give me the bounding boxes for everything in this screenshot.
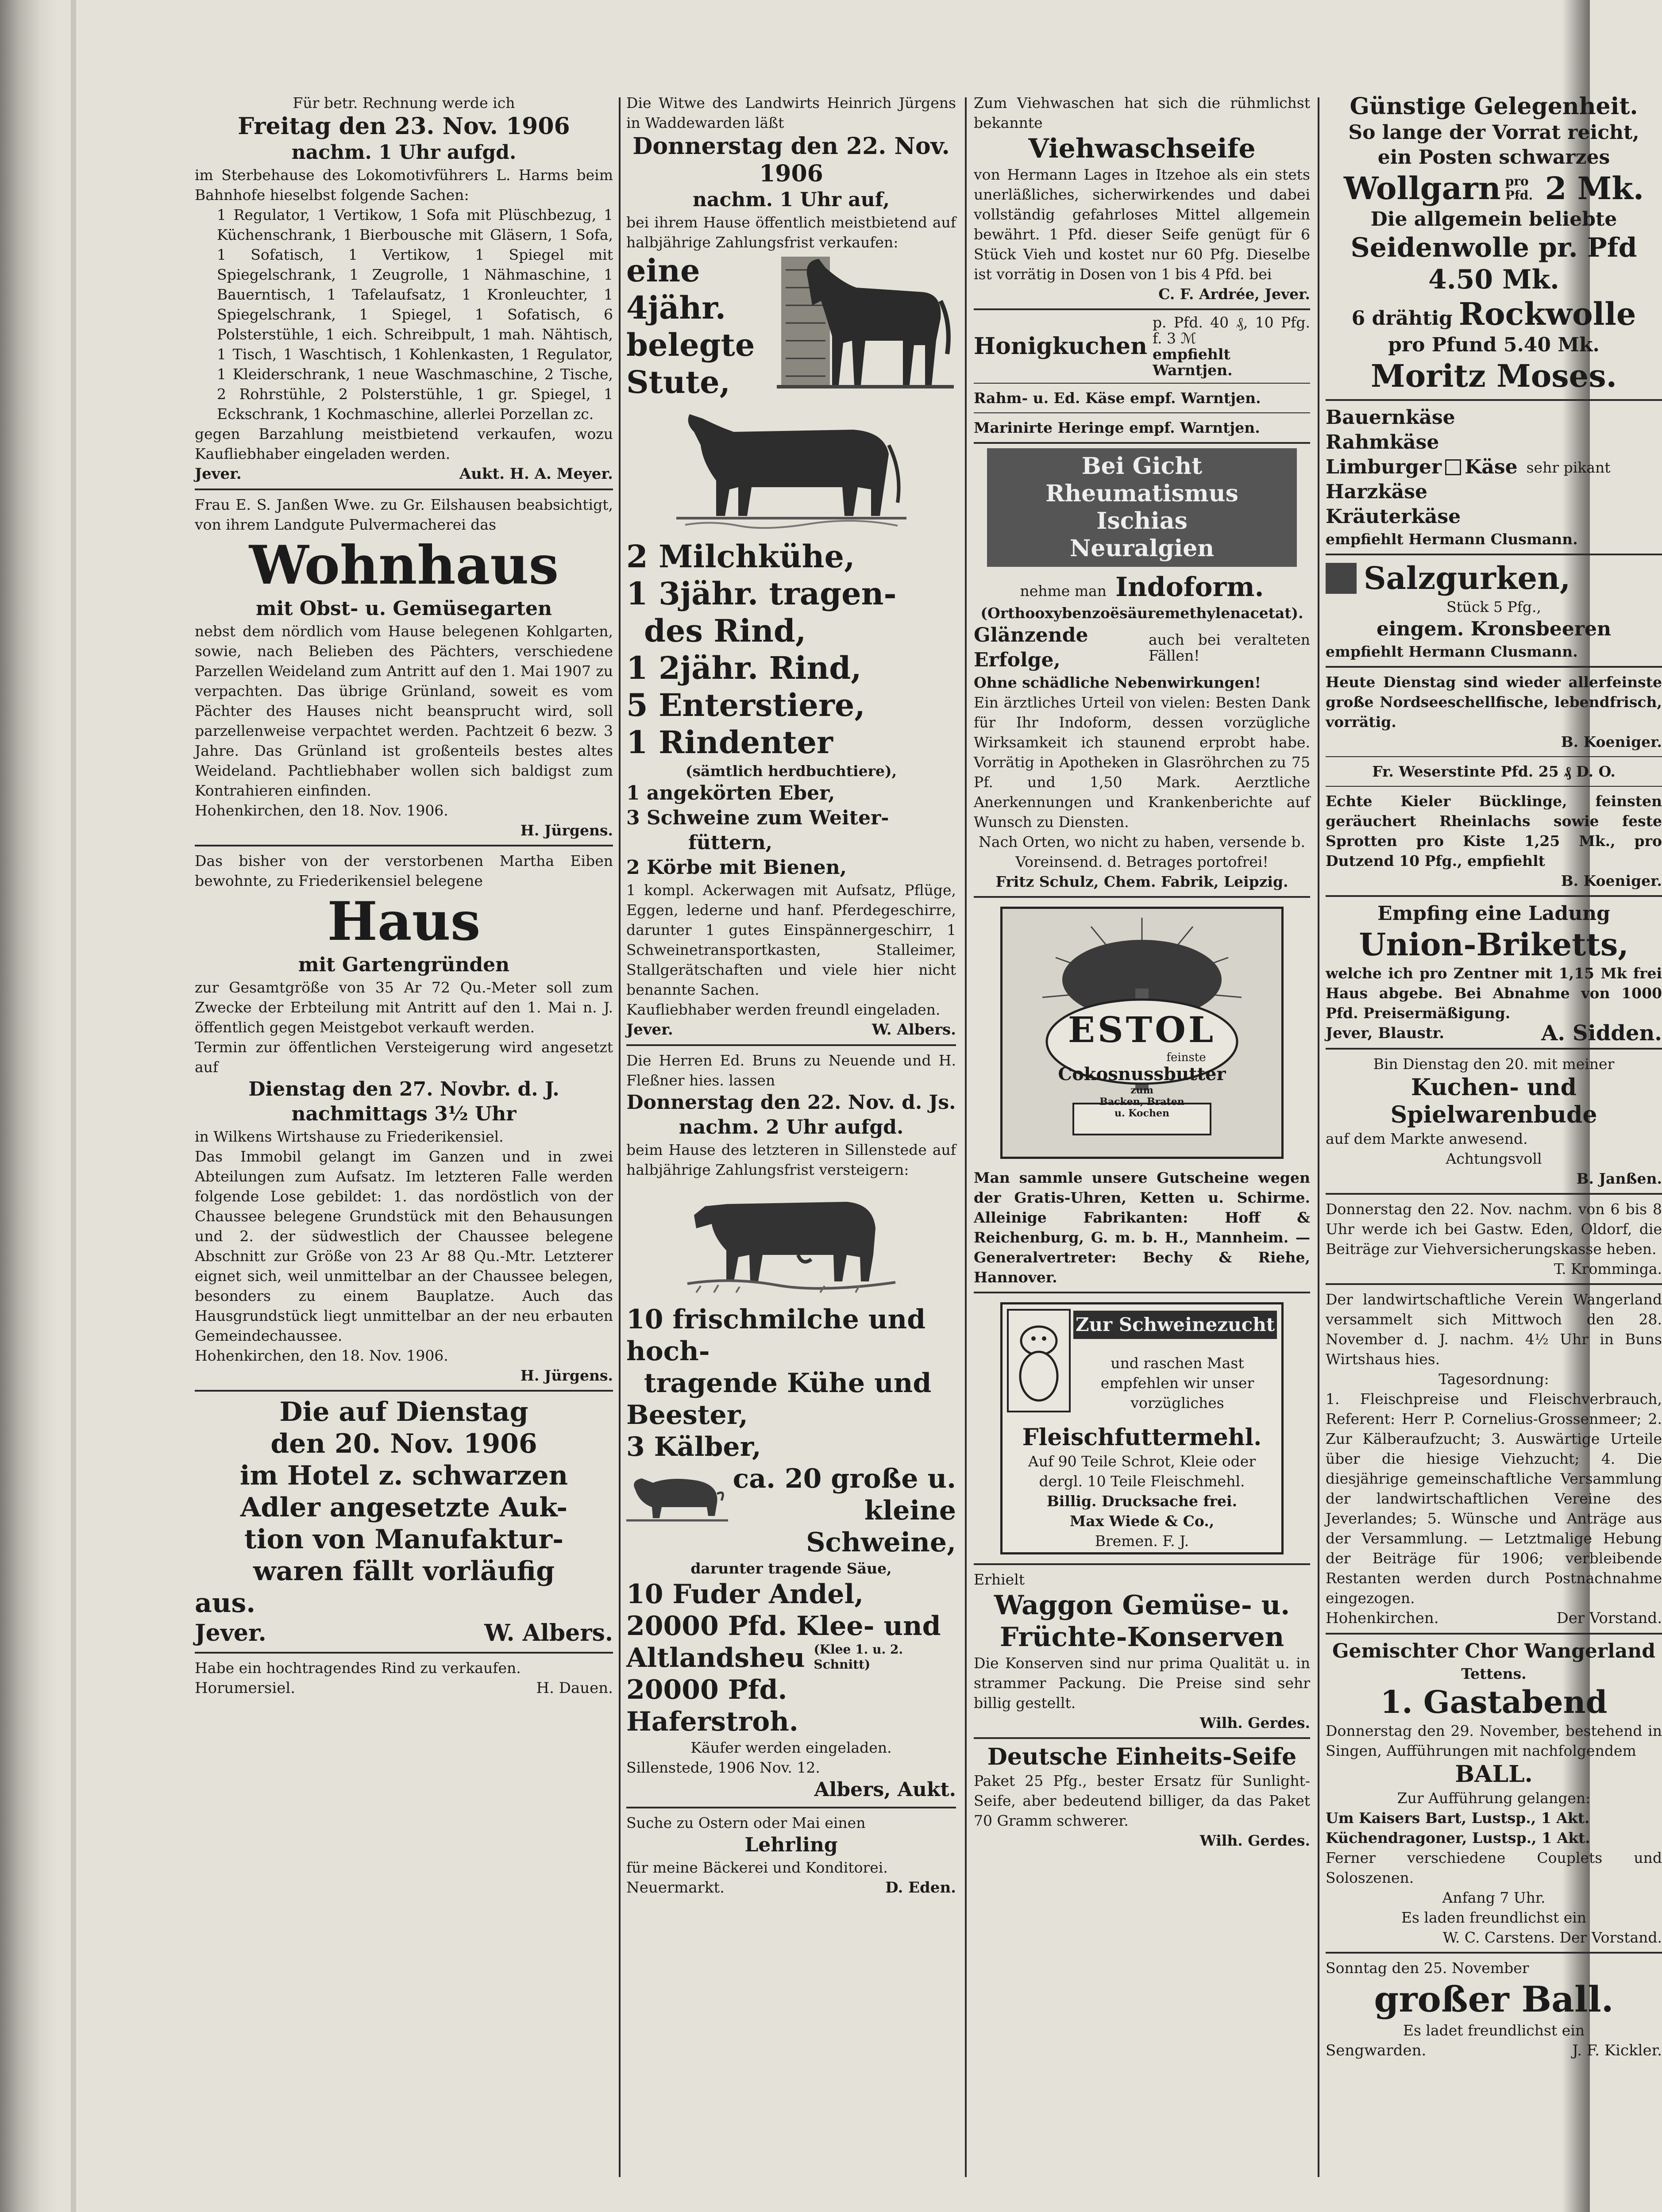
ad-event: 1. Gastabend	[1380, 1684, 1608, 1720]
ad-clusmann-kaese	[1326, 405, 1662, 549]
ad-signature: empfiehlt Hermann Clusmann.	[1326, 531, 1578, 548]
ad-ball: BALL.	[1455, 1761, 1533, 1788]
ad-line: im Hotel z. schwarzen	[239, 1460, 568, 1491]
rock-price: pro Pfund 5.40 Mk.	[1388, 334, 1600, 356]
ad-success-note: auch bei veralteten Fällen!	[1149, 631, 1310, 664]
ad-dateline: Sillenstede, 1906 Nov. 12.	[626, 1759, 820, 1776]
ad-place: im Sterbehause des Lokomotivführers L. Harms beim Bahnhofe hieselbst folgende Sachen:	[195, 166, 613, 204]
ad-success: Glänzende Erfolge,	[974, 624, 1088, 671]
ad-headline: Honigkuchen	[974, 333, 1147, 360]
estol-use: Backen, Braten	[1099, 1096, 1184, 1108]
kaese-pikant: sehr pikant	[1526, 458, 1611, 476]
ad-chem: (Orthooxybenzoësäuremethylenacetat).	[980, 604, 1303, 622]
agenda-title: Tagesordnung:	[1438, 1370, 1549, 1388]
divider	[974, 442, 1310, 444]
sig-name: J. F. Kickler.	[1572, 2042, 1662, 2059]
ad-line: waren fällt vorläufig	[253, 1556, 555, 1587]
ad-signature: Wilh. Gerdes.	[1199, 1714, 1310, 1731]
pig-line: 3 Schweine zum Weiter-	[626, 807, 889, 829]
ad-intro: Erhielt	[974, 1571, 1025, 1588]
ad-honigkuchen	[974, 315, 1310, 378]
cattle-line: Beester,	[626, 1400, 748, 1431]
ad-items: 1 Regulator, 1 Vertikow, 1 Sofa mit Plüschbezug, 1 Küchenschrank, 1 Bierbousche mit Gläsern, 1 Sofa, 1 Sofatisch, 1 Vertikow, 1 Spiegel mit Spiegelschrank, 1 Zeugrolle, 1 Nähmaschine, 1 Bauerntisch, 1 Tafelaufsatz, 1 Kronleuchter, 1 Spiegelschrank, 1 Spiegel, 1 Sofatisch, 6 Polsterstühle, 1 eich. Schreibpult, 1 mah. Nähtisch, 1 Tisch, 1 Waschtisch, 1 Kohlenkasten, 1 Regulator, 1 Kleiderschrank, 1 neue Waschmaschine, 2 Tische, 2 Rohrstühle, 2 Polsterstühle, 1 gr. Spiegel, 1 Eckschrank, 1 Kochmaschine, allerlei Porzellan zc.	[217, 206, 613, 423]
ad-signature	[1326, 1021, 1662, 1046]
sig-place: Sengwarden.	[1326, 2042, 1427, 2059]
divider	[1326, 666, 1662, 668]
prog-item: Küchendragoner, Lustsp., 1 Akt.	[1326, 1829, 1590, 1847]
ad-weserstinte: Fr. Weserstinte Pfd. 25 ₰ D. O.	[1372, 763, 1616, 780]
ad-signature	[1326, 2040, 1662, 2061]
success-row	[974, 623, 1310, 673]
ox-illustration	[676, 405, 906, 534]
pig-text	[728, 1463, 956, 1558]
ad-signature: Wilh. Gerdes.	[1199, 1832, 1310, 1849]
ad-chor	[1326, 1639, 1662, 1947]
ad-rind	[195, 1658, 613, 1698]
fodder-line: 20000 Pfd. Klee- und	[626, 1611, 941, 1642]
column-1	[195, 93, 613, 2186]
cattle-line: tragende Kühe und	[644, 1368, 932, 1399]
ad-body: von Hermann Lages in Itzehoe als ein stets unerläßliches, sicherwirkendes und dabei vollständig gefahrloses Mittel allgemein bewährt. 1 Pfd. dieser Seife genügt für 6 Stück Vieh und kostet nur 60 Pfg. Dieselbe ist vorrätig in Dosen von 1 bis 4 Pfd. bei	[974, 166, 1310, 283]
ad-date: Donnerstag den 22. Nov. d. Js.	[626, 1091, 956, 1114]
ad-signature: Fritz Schulz, Chem. Fabrik, Leipzig.	[995, 873, 1288, 890]
divider	[1326, 786, 1662, 787]
sig-name: W. Albers.	[871, 1021, 956, 1039]
wool-unit: pro Pfd.	[1505, 174, 1533, 203]
ad-line: tion von Manufaktur-	[244, 1524, 564, 1555]
cattle-line: 1 3jähr. tragen-	[626, 575, 897, 612]
ad-signature: C. F. Ardrée, Jever.	[1158, 285, 1310, 303]
sig-name: Der Vorstand.	[1556, 1609, 1662, 1627]
column-4	[1326, 93, 1662, 2186]
indoform-line: Neuralgien	[1069, 535, 1215, 562]
ad-intro: Sonntag den 25. November	[1326, 1959, 1529, 1977]
divider	[1326, 1283, 1662, 1285]
newspaper-page	[100, 71, 1662, 2186]
pig-line: ca. 20 große u.	[733, 1463, 956, 1494]
ad-city: Bremen. F. J.	[1095, 1532, 1189, 1550]
indoform-line: Ischias	[1096, 508, 1188, 535]
estol-brand: ESTOL	[1068, 1009, 1216, 1050]
divider	[974, 1292, 1310, 1293]
ad-headline: großer Ball.	[1374, 1978, 1614, 2020]
book-spine	[0, 0, 58, 2212]
rock-pre: 6 drähtig	[1351, 307, 1453, 330]
ad-signature: Albers, Aukt.	[814, 1778, 956, 1801]
ad-signature: empfiehlt Hermann Clusmann.	[1326, 643, 1578, 660]
fodder-line: 10 Fuder Andel,	[626, 1579, 864, 1610]
ad-headline: Günstige Gelegenheit.	[1350, 93, 1638, 120]
ad-body: Habe ein hochtragendes Rind zu verkaufen.	[195, 1659, 521, 1677]
sig-place: Neuermarkt.	[626, 1879, 725, 1897]
ad-start: Anfang 7 Uhr.	[1442, 1889, 1546, 1906]
pig-figure-icon	[1008, 1310, 1070, 1412]
pig-line: füttern,	[688, 831, 773, 854]
ad-indoform	[974, 448, 1310, 892]
sig-name: A. Sidden.	[1541, 1021, 1662, 1046]
schweinezucht-box	[1000, 1302, 1284, 1554]
mare-line: 4jähr.	[626, 289, 726, 326]
page-edge	[71, 0, 76, 2212]
ad-moses	[1326, 93, 1662, 395]
klee-note: (Klee 1. u. 2. Schnitt)	[814, 1642, 903, 1672]
ad-estol	[974, 907, 1310, 1287]
ad-signature: H. Jürgens.	[520, 1367, 613, 1384]
column-2	[626, 93, 956, 2186]
ad-salzgurken	[1326, 560, 1662, 662]
prog-title: Zur Aufführung gelangen:	[1397, 1789, 1591, 1807]
ad-verein-wangerland	[1326, 1289, 1662, 1628]
ad-kaese: Rahm- u. Ed. Käse empf. Warntjen.	[974, 389, 1261, 407]
divider	[1326, 1952, 1662, 1954]
divider	[195, 1652, 613, 1654]
sig-name: D. Eden.	[885, 1879, 956, 1897]
pig-line: 2 Körbe mit Bienen,	[626, 856, 847, 879]
ad-intro: Das bisher von der verstorbenen Martha Eiben bewohnte, zu Friederikensiel belegene	[195, 852, 613, 889]
ad-signature	[195, 1619, 613, 1647]
ad-heringe: Marinirte Heringe empf. Warntjen.	[974, 419, 1260, 436]
ad-price: p. Pfd. 40 ₰, 10 Pfg. f. 3 ℳ	[1152, 314, 1310, 347]
ad-haus	[195, 851, 613, 1385]
ad-wohnhaus	[195, 495, 613, 840]
kaese-item: Kräuterkäse	[1326, 505, 1461, 528]
kaese-item: Rahmkäse	[1326, 431, 1439, 454]
sig-place: Horumersiel.	[195, 1679, 296, 1697]
kaese-item: Bauernkäse	[1326, 406, 1455, 429]
kaese-row	[1326, 405, 1662, 529]
divider	[1326, 1193, 1662, 1195]
ad-body: beim Hause des letzteren in Sillenstede auf halbjährige Zahlungsfrist versteigern:	[626, 1141, 956, 1178]
ad-viehversicherung	[1326, 1199, 1662, 1279]
ad-line: ein Posten schwarzes	[1377, 146, 1610, 169]
ad-body: Die Konserven sind nur prima Qualität u. in strammer Packung. Die Preise sind sehr billig gestellt.	[974, 1654, 1310, 1712]
divider	[1326, 554, 1662, 555]
ad-line: Die allgemein beliebte	[1370, 208, 1617, 231]
box-mark-icon	[1445, 459, 1461, 475]
pig-line: kleine Schweine,	[806, 1495, 956, 1558]
banner-text: Zur Schweinezucht	[1075, 1314, 1275, 1335]
cattle-line: 1 2jähr. Rind,	[626, 650, 862, 686]
rock-name: Rockwolle	[1458, 296, 1636, 332]
wool-price: 2 Mk.	[1545, 170, 1644, 207]
ad-body2: Nach Orten, wo nicht zu haben, versende b. Voreinsend. d. Betrages portofrei!	[979, 833, 1305, 870]
ad-body: bei ihrem Hause öffentlich meistbietend auf halbjährige Zahlungsfrist verkaufen:	[626, 214, 956, 251]
divider	[974, 896, 1310, 898]
ad-body: Der landwirtschaftliche Verein Wangerland versammelt sich Mittwoch den 28. November d. J. nachm. 4½ Uhr in Buns Wirtshaus hies.	[1326, 1291, 1662, 1368]
ad-auction-juergens	[626, 93, 956, 1040]
ad-body: Suche zu Ostern oder Mai einen	[626, 1814, 866, 1831]
divider	[195, 489, 613, 490]
ad-place: Tettens.	[1461, 1665, 1527, 1682]
ad-signature: Moritz Moses.	[1370, 358, 1617, 394]
schweinezucht-body	[1078, 1353, 1277, 1413]
column-rule	[619, 97, 621, 2177]
ad-body: Donnerstag den 22. Nov. nachm. von 6 bis 8 Uhr werde ich bei Gastw. Eden, Oldorf, die Beiträge zur Viehversicherungskasse heben.	[1326, 1200, 1662, 1258]
agenda: 1. Fleischpreise und Fleischverbrauch, Referent: Herr P. Cornelius-Grossenmeer; 2. Zur Kälberaufzucht; 3. Auswärtige Urteile über die hiesige Viehzucht; 4. Die diesjährige gemeinschaftliche Versammlung der landwirtschaftlichen Vereine des Jeverlandes; 5. Wünsche und Anträge aus der Versammlung. — Letztmalige Hebung der Beiträge für 1906; verbleibende Restanten werden durch Postnachnahme eingezogen.	[1326, 1390, 1662, 1607]
sig-name: H. Dauen.	[536, 1679, 613, 1697]
divider	[974, 1563, 1310, 1565]
prog-item: Ferner verschiedene Couplets und Soloszenen.	[1326, 1849, 1662, 1886]
ad-headline: Lehrling	[744, 1834, 838, 1856]
ad-recipe: Auf 90 Teile Schrot, Kleie oder dergl. 10 Teile Fleischmehl.	[1028, 1453, 1256, 1490]
rock-row	[1326, 296, 1662, 333]
ad-headline: Wohnhaus	[249, 534, 559, 596]
ad-body: Echte Kieler Bücklinge, feinsten geräuchert Rheinlachs sowie feste Sprotten pro Kiste 1,25 Mk., pro Dutzend 10 Pfg., empfiehlt	[1326, 792, 1662, 869]
ad-time: nachm. 2 Uhr aufgd.	[679, 1116, 904, 1139]
ad-intro: Bin Dienstag den 20. mit meiner	[1373, 1055, 1615, 1073]
decorative-mark-icon	[1326, 563, 1357, 594]
kaese-list	[1326, 405, 1518, 529]
column-3	[974, 93, 1310, 2186]
honig-row	[974, 315, 1310, 378]
ad-time: nachm. 1 Uhr aufgd.	[291, 141, 517, 164]
indoform-brand-row	[974, 571, 1310, 603]
cattle-line: 2 Milchkühe,	[626, 538, 855, 575]
cattle-line: 10 frischmilche und hoch-	[626, 1304, 926, 1367]
ad-headline: Salzgurken,	[1364, 560, 1571, 596]
divider	[195, 845, 613, 846]
ad-brand: Indoform.	[1115, 572, 1264, 603]
ad-spielwarenbude	[1326, 1054, 1662, 1189]
ad-invite: Käufer werden eingeladen.	[690, 1739, 892, 1756]
wool-row	[1326, 170, 1662, 207]
kaese-item: Harzkäse	[1326, 481, 1428, 503]
estol-text	[1003, 1008, 1281, 1119]
ad-body: zur Gesamtgröße von 35 Ar 72 Qu.-Meter soll zum Zwecke der Erbteilung mit Antritt auf den 1. Mai n. J. öffentlich gegen Meistgebot verkauft werden.	[195, 979, 613, 1036]
estol-use: u. Kochen	[1114, 1108, 1169, 1119]
cattle-line: des Rind,	[644, 612, 806, 649]
ad-intro: Frau E. S. Janßen Wwe. zu Gr. Eilshausen beabsichtigt, von ihrem Landgute Pulvermacherei das	[195, 496, 613, 533]
indoform-box	[987, 448, 1297, 567]
schweinezucht-banner	[1073, 1311, 1277, 1339]
ad-body: Paket 25 Pfg., bester Ersatz für Sunlight-Seife, aber bedeutend billiger, da das Paket 70 Gramm schwerer.	[974, 1772, 1310, 1829]
ad-body: nebst dem nördlich vom Hause belegenen Kohlgarten, sowie, nach Belieben des Pächters, verschiedene Parzellen Weideland zum Antritt auf den 1. Mai 1907 zu verpachten. Das übrige Grünland, soweit es vom Pächter des Hauses nicht beansprucht wird, soll parzellenweise verpachtet werden. Pachtzeit 6 bezw. 3 Jahre. Das Grünland ist großenteils bestes altes Weideland. Pachtliebhaber wollen sich baldigst zum Kontrahieren einfinden.	[195, 623, 613, 799]
ad-line: Die auf Dienstag	[279, 1396, 528, 1427]
ad-time: nachm. 1 Uhr auf,	[692, 189, 890, 211]
divider	[974, 412, 1310, 413]
prog-item: Um Kaisers Bart, Lustsp., 1 Akt.	[1326, 1809, 1590, 1827]
sig-place: Jever.	[195, 465, 242, 483]
sig-place: Jever, Blaustr.	[1326, 1024, 1445, 1042]
indoform-line: Rheumatismus	[1045, 480, 1238, 507]
ad-intro: Für betr. Rechnung werde ich	[293, 94, 515, 112]
sig-place: Hohenkirchen.	[1326, 1609, 1439, 1627]
column-rule	[1318, 97, 1319, 2177]
salzgurken-row	[1326, 560, 1662, 597]
cow-illustration	[687, 1184, 895, 1299]
ad-sub: mit Obst- u. Gemüsegarten	[256, 597, 552, 620]
ad-signature: T. Kromminga.	[1554, 1260, 1662, 1277]
kaese-item: Limburger	[1326, 456, 1442, 478]
ad-signature: H. Jürgens.	[520, 822, 613, 839]
cattle-note: (sämtlich herdbuchtiere),	[685, 762, 897, 780]
ad-signature	[626, 1877, 956, 1898]
sig-place: Jever.	[626, 1021, 673, 1039]
ad-line: eingem. Kronsbeeren	[1376, 618, 1612, 640]
ad-invite: Es laden freundlichst ein	[1401, 1909, 1587, 1926]
ad-invite: Kaufliebhaber werden freundl eingeladen.	[626, 1001, 941, 1018]
ad-seller: empfiehlt Warntjen.	[1152, 346, 1233, 379]
ad-term: Termin zur öffentlichen Versteigerung wird angesetzt auf	[195, 1039, 613, 1076]
ad-greet: Achtungsvoll	[1446, 1150, 1542, 1167]
ad-date: Dienstag den 27. Novbr. d. J. nachmittags 3½ Uhr	[248, 1078, 559, 1125]
ad-intro: Die Herren Ed. Bruns zu Neuende und H. Fleßner hies. lassen	[626, 1052, 956, 1089]
ad-line: Adler angesetzte Auk-	[240, 1492, 568, 1523]
mare-line: eine	[626, 252, 700, 289]
ad-auction-bruns	[626, 1050, 956, 1802]
ad-intro: Empfing eine Ladung	[1377, 902, 1610, 925]
ad-headline: Haus	[327, 890, 481, 953]
column-rule	[965, 97, 967, 2177]
sig-name: W. Albers.	[484, 1620, 613, 1646]
ad-terms: gegen Barzahlung meistbietend verkaufen, wozu Kaufliebhaber eingeladen werden.	[195, 425, 613, 462]
ad-intro: Zum Viehwaschen hat sich die rühmlichst bekannte	[974, 94, 1310, 131]
ad-signature: B. Koeniger.	[1561, 733, 1662, 750]
pig-note: darunter tragende Säue,	[690, 1560, 892, 1577]
ad-headline: Gemischter Chor Wangerland	[1332, 1640, 1656, 1662]
ad-signature	[626, 1019, 956, 1040]
wool-name: Wollgarn	[1343, 170, 1501, 207]
estol-use: zum	[1130, 1085, 1153, 1096]
sig-place: Jever.	[195, 1620, 266, 1646]
divider	[974, 308, 1310, 310]
ad-signature	[195, 1678, 613, 1698]
divider	[626, 1044, 956, 1046]
indoform-line: Bei Gicht	[1081, 453, 1203, 480]
cattle-line: 3 Kälber,	[626, 1431, 761, 1462]
ad-place: in Wilkens Wirtshause zu Friederikensiel.	[195, 1128, 504, 1145]
estol-product: Cokosnussbutter	[1058, 1064, 1226, 1085]
ad-take: nehme man	[1020, 582, 1107, 600]
ad-line: aus.	[195, 1588, 256, 1619]
mare-line: Stute,	[626, 364, 731, 400]
estol-box	[1000, 907, 1284, 1159]
ad-body: Donnerstag den 29. November, bestehend in Singen, Aufführungen mit nachfolgendem	[1326, 1722, 1662, 1759]
fodder-line: Altlandsheu	[626, 1643, 805, 1673]
ad-body: Man sammle unsere Gutscheine wegen der Gratis-Uhren, Ketten u. Schirme. Alleinige Fabrikanten: Hoff & Reichenburg, G. m. b. H., Mannheim. — Generalvertreter: Bechy & Riehe, Hannover.	[974, 1169, 1310, 1286]
ad-signature: W. C. Carstens. Der Vorstand.	[1442, 1929, 1662, 1946]
divider	[1326, 895, 1662, 897]
fodder-row	[626, 1642, 956, 1674]
ad-product: Fleischfuttermehl.	[1022, 1424, 1262, 1451]
sig-name: Aukt. H. A. Meyer.	[459, 465, 613, 483]
ad-briketts	[1326, 901, 1662, 1046]
kaese-limburger-row	[1326, 455, 1518, 480]
mare-text	[626, 252, 777, 401]
ad-dateline: Hohenkirchen, den 18. Nov. 1906.	[195, 802, 448, 819]
ad-line: den 20. Nov. 1906	[270, 1428, 537, 1459]
ad-body: und raschen Mast empfehlen wir unser vorzügliches	[1100, 1354, 1254, 1412]
ad-headline: Waggon Gemüse- u.	[994, 1590, 1290, 1621]
ad-body: Heute Dienstag sind wieder allerfeinste große Nordseeschellfische, lebendfrisch, vorrätig.	[1326, 673, 1662, 731]
ad-schweinezucht	[974, 1302, 1310, 1554]
ad-sub: mit Gartengründen	[298, 954, 510, 976]
silk-line: Seidenwolle pr. Pfd 4.50 Mk.	[1350, 232, 1637, 295]
ad-invite: Es ladet freundlichst ein	[1403, 2022, 1585, 2039]
mare-line: belegte	[626, 327, 755, 363]
pig-block	[626, 1463, 956, 1558]
ad-date: Freitag den 23. Nov. 1906	[238, 113, 570, 140]
divider	[1326, 1633, 1662, 1635]
divider	[626, 1807, 956, 1808]
ad-intro: Die Witwe des Landwirts Heinrich Jürgens in Waddewarden läßt	[626, 94, 956, 131]
ad-body2: für meine Bäckerei und Konditorei.	[626, 1859, 888, 1876]
fodder-line: 20000 Pfd. Haferstroh.	[626, 1674, 798, 1737]
ad-viehwaschseife	[974, 93, 1310, 304]
divider	[195, 1390, 613, 1392]
ad-signature	[195, 464, 613, 484]
ad-lehrling	[626, 1813, 956, 1898]
pig-illustration	[626, 1463, 728, 1529]
ad-einheitsseife	[974, 1743, 1310, 1850]
ad-cheap: Billig. Drucksache frei.	[1046, 1493, 1238, 1510]
ad-cancelled-auction	[195, 1396, 613, 1647]
ad-date: Donnerstag den 22. Nov. 1906	[632, 133, 950, 187]
ad-body: auf dem Markte anwesend.	[1326, 1130, 1528, 1147]
ad-body: Ein ärztliches Urteil von vielen: Besten Dank für Ihr Indoform, dessen vorzügliche Wirksamkeit ich staunend erprobt habe. Vorrätig in Apotheken in Glasröhrchen zu 75 Pf. und 1,50 Mark. Aerztliche Anerkennungen und Krankenberichte auf Wunsch zu Diensten.	[974, 694, 1310, 831]
ad-headline: Viehwaschseife	[1028, 133, 1256, 164]
ad-headline: Deutsche Einheits-Seife	[987, 1743, 1297, 1770]
cattle-line: 1 Rindenter	[626, 724, 833, 761]
divider	[974, 1737, 1310, 1739]
ad-signature	[1326, 1608, 1662, 1628]
kaese-word: Käse	[1465, 456, 1518, 478]
ad-company: Max Wiede & Co.,	[1069, 1512, 1215, 1530]
ad-body2: Das Immobil gelangt im Ganzen und in zwei Abteilungen zum Aufsatz. Im letzteren Falle werden folgende Lose gebildet: 1. das nordöstlich von der Chaussee belegene Grundstück mit den Behausungen und 2. der südwestlich der Chaussee belegene Abschnitt zur Größe von 23 Ar 88 Qu.-Mtr. Letzterer eignet sich, weil unmittelbar an der Chaussee belegen, besonders zu einem Bauplatze. Auch das Hausgrundstück liegt unmittelbar an der neu erbauten Gemeindechaussee.	[195, 1148, 613, 1344]
cattle-line: 5 Enterstiere,	[626, 687, 865, 723]
ad-headline: Kuchen- und Spielwarenbude	[1390, 1074, 1597, 1128]
ad-signature: B. Koeniger.	[1561, 872, 1662, 889]
ad-konserven	[974, 1570, 1310, 1733]
mare-block	[626, 252, 956, 401]
horse-illustration	[777, 252, 954, 398]
ad-headline: Früchte-Konserven	[999, 1622, 1284, 1653]
ad-body: welche ich pro Zentner mit 1,15 Mk frei Haus abgebe. Bei Abnahme von 1000 Pfd. Preisermäßigung.	[1326, 965, 1662, 1022]
divider	[974, 383, 1310, 384]
ad-ball-sengwarden	[1326, 1958, 1662, 2061]
divider	[1326, 756, 1662, 757]
ad-signature: B. Janßen.	[1576, 1170, 1662, 1187]
ad-no-side: Ohne schädliche Nebenwirkungen!	[974, 674, 1261, 691]
ad-misc: 1 kompl. Ackerwagen mit Aufsatz, Pflüge, Eggen, lederne und hanf. Pferdegeschirre, darunter 1 gutes Einspännergeschirr, 1 Schweinetransportkasten, Stalleimer, Stallgerätschaften und viele hier nicht benannte Sachen.	[626, 881, 956, 998]
schweinezucht-main	[1007, 1424, 1277, 1551]
divider	[1326, 399, 1662, 401]
ad-line: So lange der Vorrat reicht,	[1348, 121, 1639, 144]
honig-details	[1153, 315, 1310, 378]
pig-line: 1 angekörten Eber,	[626, 782, 835, 804]
ad-headline: Union-Briketts,	[1359, 926, 1629, 963]
kaese-brace	[1527, 458, 1611, 477]
ad-koeniger-fisch	[1326, 672, 1662, 752]
ad-dateline: Hohenkirchen, den 18. Nov. 1906.	[195, 1347, 448, 1364]
ad-price: Stück 5 Pfg.,	[1446, 598, 1542, 616]
ad-auction-harms	[195, 93, 613, 484]
ad-koeniger-buecklinge	[1326, 791, 1662, 891]
estol-sub: feinste	[1166, 1051, 1206, 1064]
divider	[1326, 1048, 1662, 1050]
